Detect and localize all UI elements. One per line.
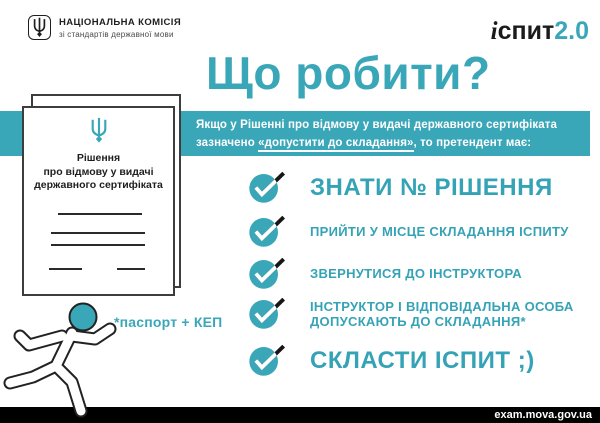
checklist-item — [248, 343, 535, 378]
document-heading: Рішення про відмову у видачі державного сертифіката — [34, 152, 163, 191]
document-front-page — [22, 106, 175, 296]
check-icon — [248, 343, 288, 378]
check-icon — [248, 170, 288, 205]
document-text-line — [51, 244, 145, 246]
commission-subtitle: зі стандартів державної мови — [59, 29, 174, 39]
document-signature-line — [49, 268, 82, 270]
commission-title: НАЦІОНАЛЬНА КОМІСІЯ — [59, 16, 182, 28]
underlined-phrase: «допустити до складання» — [258, 137, 413, 152]
page-title: Що робити? — [206, 47, 491, 99]
footer-url: exam.mova.gov.ua — [494, 409, 592, 421]
banner-line2: зазначено «допустити до складання», то претендент має: — [196, 134, 590, 152]
check-icon — [248, 296, 288, 331]
ispyt-brand-logo — [491, 17, 589, 46]
checklist-item — [248, 214, 569, 249]
check-icon — [248, 214, 288, 249]
document-signature-line — [117, 268, 145, 270]
checklist-label: ПРИЙТИ У МІСЦЕ СКЛАДАННЯ ІСПИТУ — [310, 224, 569, 239]
check-icon — [248, 256, 288, 291]
brand-i: і — [490, 18, 498, 45]
checklist-label: СКЛАСТИ ІСПИТ ;) — [310, 346, 535, 374]
brand-version: 2.0 — [554, 17, 589, 45]
checklist-label: ЗНАТИ № РІШЕННЯ — [310, 173, 553, 201]
checklist-label: ІНСТРУКТОР І ВІДПОВІДАЛЬНА ОСОБА ДОПУСКАЮТЬ ДО СКЛАДАННЯ* — [310, 298, 574, 329]
trident-icon — [89, 117, 109, 144]
commission-logo — [28, 15, 181, 40]
document-text-line — [51, 232, 145, 234]
checklist-label: ЗВЕРНУТИСЯ ДО ІНСТРУКТОРА — [310, 266, 522, 281]
checklist-item — [248, 296, 574, 331]
banner-line1: Якщо у Рішенні про відмову у видачі державного сертифіката — [196, 119, 557, 131]
passport-kep-note: *паспорт + КЕП — [114, 314, 223, 330]
brand-word: спит — [497, 17, 555, 45]
commission-name — [59, 17, 181, 39]
document-text-line — [58, 213, 142, 215]
checklist-item — [248, 256, 522, 291]
trident-icon — [28, 15, 51, 40]
checklist-item — [248, 170, 553, 205]
